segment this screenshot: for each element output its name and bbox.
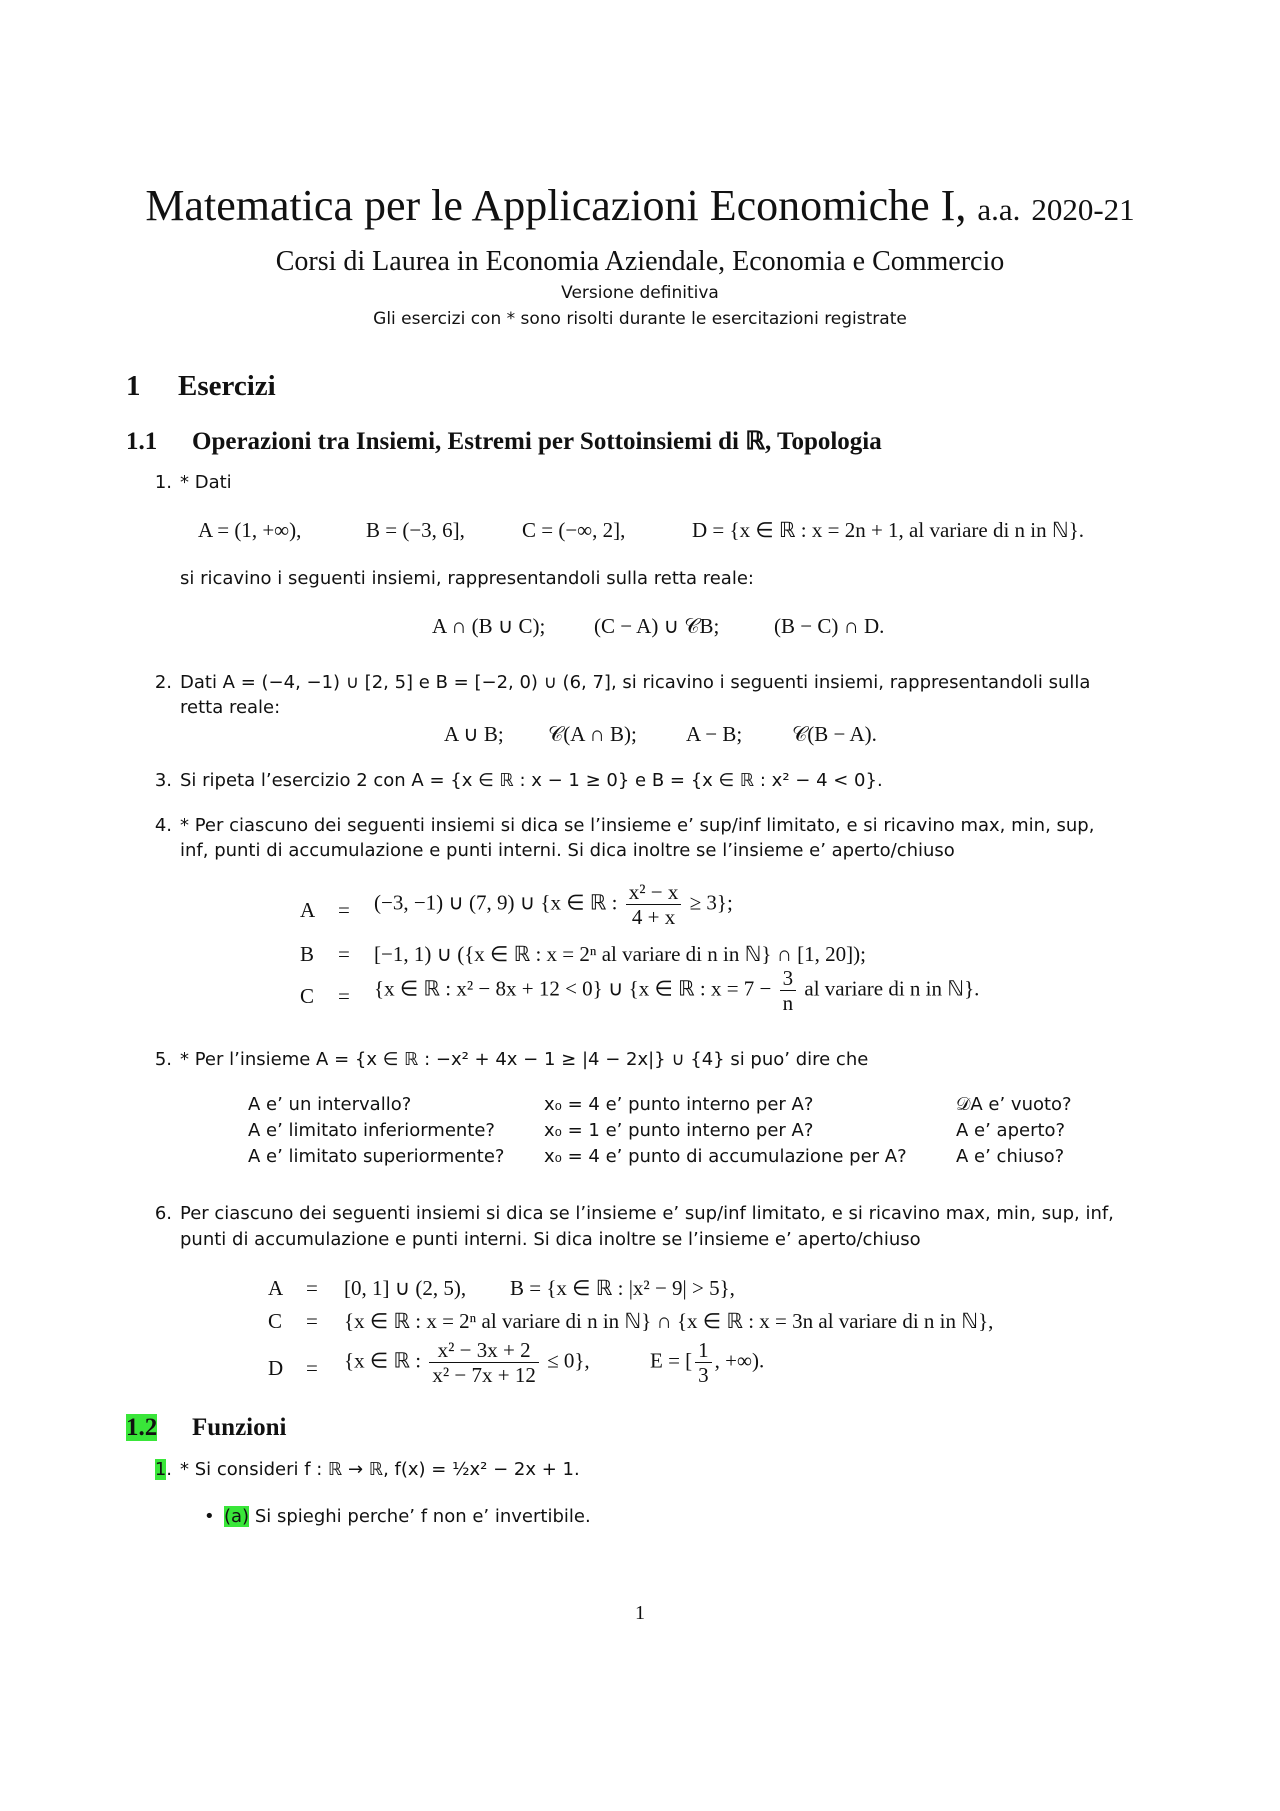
set-label: B bbox=[300, 942, 315, 966]
subsection-number-highlighted: 1.2 bbox=[126, 1414, 158, 1441]
exercise-text: Si ripeta l’esercizio 2 con A = {x ∈ ℝ : x − 1 ≥ 0} e B = {x ∈ ℝ : x² − 4 < 0}. bbox=[180, 770, 883, 791]
set-label: C bbox=[300, 984, 315, 1008]
set-operation: A ∪ B; bbox=[444, 722, 504, 746]
version-note: Versione definitiva bbox=[561, 283, 719, 303]
set-operation: (C − A) ∪ 𝒞B; bbox=[594, 614, 720, 638]
bullet-icon: • bbox=[204, 1506, 215, 1527]
formula-text: ≤ 0}, bbox=[547, 1348, 590, 1373]
subsection-title: Operazioni tra Insiemi, Estremi per Sottoinsiemi di ℝ, Topologia bbox=[192, 428, 882, 455]
set-operation: 𝒞(B − A). bbox=[792, 722, 877, 746]
set-label: D bbox=[268, 1356, 284, 1380]
equals-sign: = bbox=[306, 1276, 318, 1300]
exercise-intro: * Dati bbox=[180, 472, 232, 493]
fraction-numerator: 3 bbox=[780, 966, 797, 991]
formula-text: E = [ bbox=[650, 1348, 693, 1373]
question-cell: x₀ = 4 e’ punto interno per A? bbox=[544, 1094, 814, 1115]
exercises-note: Gli esercizi con * sono risolti durante le esercitazioni registrate bbox=[373, 309, 907, 329]
fraction-numerator: x² − 3x + 2 bbox=[429, 1338, 538, 1363]
question-cell: A e’ chiuso? bbox=[956, 1146, 1065, 1167]
set-operation: (B − C) ∩ D. bbox=[774, 614, 885, 638]
set-label: A bbox=[300, 898, 316, 922]
exercise-text: retta reale: bbox=[180, 697, 281, 718]
fraction bbox=[695, 1338, 712, 1387]
set-b-definition: B = (−3, 6], bbox=[366, 518, 465, 542]
question-cell: A e’ aperto? bbox=[956, 1120, 1066, 1141]
section-heading bbox=[126, 370, 276, 403]
set-definition: [−1, 1) ∪ ({x ∈ ℝ : x = 2ⁿ al variare di n in ℕ} ∩ [1, 20]); bbox=[374, 942, 866, 966]
set-c-definition: C = (−∞, 2], bbox=[522, 518, 626, 542]
exercise-instruction: si ricavino i seguenti insiemi, rappresentandoli sulla retta reale: bbox=[180, 568, 754, 589]
set-e-definition bbox=[650, 1338, 764, 1387]
question-cell: A e’ un intervallo? bbox=[248, 1094, 412, 1115]
exercise-number: 4. bbox=[154, 815, 172, 836]
fraction-denominator: n bbox=[782, 991, 794, 1016]
exercise-number: 3. bbox=[154, 770, 172, 791]
fraction bbox=[626, 880, 682, 929]
subitem-label-highlighted: (a) bbox=[224, 1506, 250, 1527]
subsection-number: 1.1 bbox=[126, 428, 158, 455]
set-definition: B = {x ∈ ℝ : |x² − 9| > 5}, bbox=[510, 1276, 735, 1300]
set-definition: {x ∈ ℝ : x = 2ⁿ al variare di n in ℕ} ∩ {x ∈ ℝ : x = 3n al variare di n in ℕ}, bbox=[344, 1309, 994, 1333]
fraction-denominator: 4 + x bbox=[631, 905, 676, 930]
question-cell: A e’ limitato inferiormente? bbox=[248, 1120, 495, 1141]
section-number: 1 bbox=[126, 370, 141, 402]
question-cell: x₀ = 4 e’ punto di accumulazione per A? bbox=[544, 1146, 907, 1167]
exercise-number-dot: . bbox=[166, 1459, 172, 1480]
exercise-text: * Per ciascuno dei seguenti insiemi si dica se l’insieme e’ sup/inf limitato, e si ricavino max, min, sup, bbox=[180, 815, 1095, 836]
fraction-numerator: x² − x bbox=[626, 880, 682, 905]
exercise-number: 6. bbox=[154, 1203, 172, 1224]
subitem-text: Si spieghi perche’ f non e’ invertibile. bbox=[254, 1506, 591, 1527]
section-title: Esercizi bbox=[178, 370, 276, 402]
subitem bbox=[224, 1506, 591, 1527]
subsection-heading bbox=[126, 426, 882, 456]
formula-text: {x ∈ ℝ : bbox=[344, 1348, 422, 1373]
exercise-text: * Per l’insieme A = {x ∈ ℝ : −x² + 4x − 1 ≥ |4 − 2x|} ∪ {4} si puo’ dire che bbox=[180, 1049, 869, 1070]
equals-sign: = bbox=[306, 1356, 318, 1380]
exercise-number: 2. bbox=[154, 672, 172, 693]
formula-text: , +∞). bbox=[714, 1348, 765, 1373]
fraction bbox=[429, 1338, 538, 1387]
exercise-number: 1. bbox=[154, 472, 172, 493]
question-cell: A e’ limitato superiormente? bbox=[248, 1146, 505, 1167]
title-aa: a.a. bbox=[977, 192, 1021, 227]
set-operation: 𝒞(A ∩ B); bbox=[548, 722, 637, 746]
exercise-text: inf, punti di accumulazione e punti interni. Si dica inoltre se l’insieme e’ aperto/chiuso bbox=[180, 840, 955, 861]
document-subtitle: Corsi di Laurea in Economia Aziendale, Economia e Commercio bbox=[275, 246, 1005, 277]
equals-sign: = bbox=[338, 898, 350, 922]
exercise-text: punti di accumulazione e punti interni. Si dica inoltre se l’insieme e’ aperto/chiuso bbox=[180, 1229, 921, 1250]
formula-text: (−3, −1) ∪ (7, 9) ∪ {x ∈ ℝ : bbox=[374, 890, 618, 915]
question-cell: 𝒟A e’ vuoto? bbox=[956, 1094, 1072, 1115]
set-label: A bbox=[268, 1276, 284, 1300]
set-definition: [0, 1] ∪ (2, 5), bbox=[344, 1276, 467, 1300]
fraction-denominator: 3 bbox=[698, 1363, 709, 1388]
equals-sign: = bbox=[338, 942, 350, 966]
set-definition bbox=[374, 880, 733, 929]
formula-text: {x ∈ ℝ : x² − 8x + 12 < 0} ∪ {x ∈ ℝ : x = 7 − bbox=[374, 976, 772, 1001]
exercise-number bbox=[148, 1459, 172, 1480]
fraction bbox=[780, 966, 797, 1015]
equals-sign: = bbox=[306, 1309, 318, 1333]
equals-sign: = bbox=[338, 984, 350, 1008]
title-year: 2020-21 bbox=[1031, 192, 1135, 227]
title-main: Matematica per le Applicazioni Economiche I, bbox=[145, 181, 967, 230]
set-definition bbox=[374, 966, 979, 1015]
fraction-numerator: 1 bbox=[695, 1338, 712, 1363]
document-title bbox=[0, 180, 1280, 231]
subsection-title: Funzioni bbox=[192, 1414, 287, 1441]
set-operation: A − B; bbox=[686, 722, 743, 746]
set-operation: A ∩ (B ∪ C); bbox=[432, 614, 546, 638]
exercise-number-highlighted: 1 bbox=[154, 1459, 167, 1480]
set-d-definition: D = {x ∈ ℝ : x = 2n + 1, al variare di n in ℕ}. bbox=[692, 518, 1085, 542]
exercise-text: * Si consideri f : ℝ → ℝ, f(x) = ½x² − 2x + 1. bbox=[180, 1459, 580, 1480]
exercise-number: 5. bbox=[154, 1049, 172, 1070]
subsection-heading bbox=[126, 1414, 286, 1442]
page-number: 1 bbox=[635, 1602, 645, 1624]
fraction-denominator: x² − 7x + 12 bbox=[432, 1363, 536, 1388]
formula-text: al variare di n in ℕ}. bbox=[804, 976, 980, 1001]
question-cell: x₀ = 1 e’ punto interno per A? bbox=[544, 1120, 814, 1141]
exercise-text: Per ciascuno dei seguenti insiemi si dica se l’insieme e’ sup/inf limitato, e si ricavino max, min, sup, inf, bbox=[180, 1203, 1114, 1224]
exercise-text: Dati A = (−4, −1) ∪ [2, 5] e B = [−2, 0) ∪ (6, 7], si ricavino i seguenti insiemi, rappresentandoli sulla bbox=[180, 672, 1091, 693]
formula-text: ≥ 3}; bbox=[689, 890, 733, 915]
set-label: C bbox=[268, 1309, 283, 1333]
set-a-definition: A = (1, +∞), bbox=[198, 518, 302, 542]
set-definition bbox=[344, 1338, 590, 1387]
